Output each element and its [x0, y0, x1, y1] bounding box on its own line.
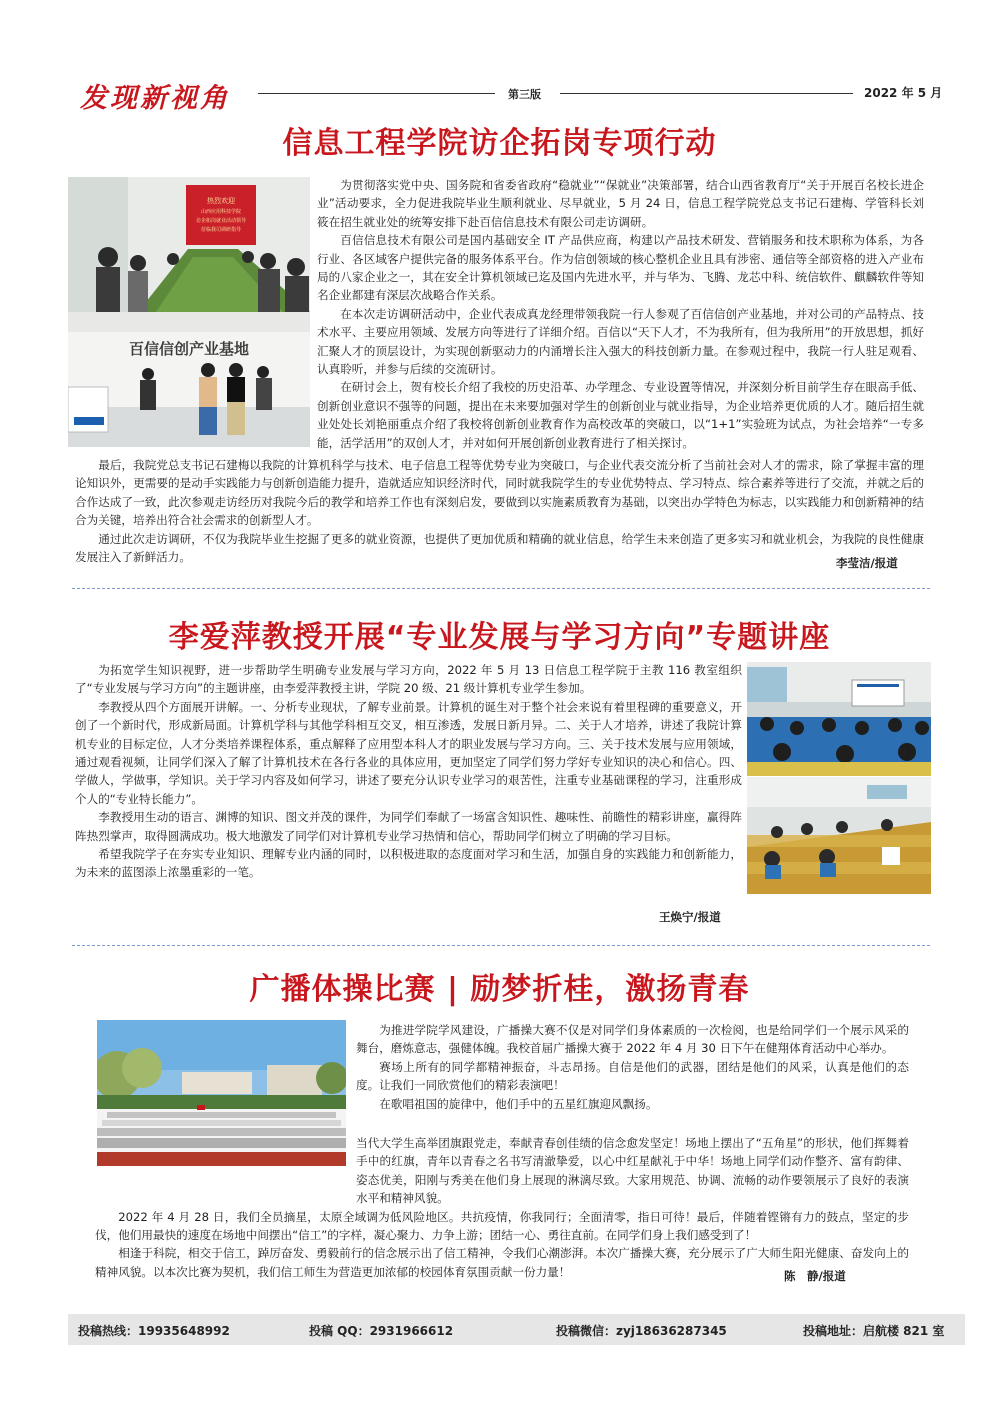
masthead-logo: 发现新视角	[80, 83, 230, 114]
article3-byline: 陈 静/报道	[784, 1269, 846, 1283]
banner-line-3: 访企拓岗就业活动领导	[195, 218, 247, 224]
article3-body-right	[356, 1021, 909, 1113]
article2-paragraph: 为拓宽学生知识视野，进一步帮助学生明确专业发展与学习方向，2022 年 5 月 13 日信息工程学院于主教 116 教室组织了“专业发展与学习方向”的主题讲座，由李爱萍教授主讲，学院 20 级、21 级计算机专业学生参加。	[75, 663, 742, 696]
article1-body-right	[317, 176, 924, 452]
classroom-image	[747, 662, 931, 776]
article1-body-full	[75, 456, 924, 566]
banner-line-4: 莅临我司调研指导	[200, 227, 242, 233]
article2-paragraph: 希望我院学子在夯实专业知识、理解专业内涵的同时，以积极进取的态度面对学习和生活，加强自身的实践能力和创新能力，为未来的蓝图添上浓墨重彩的一笔。	[75, 847, 742, 880]
footer-qq: 投稿 QQ：2931966612	[309, 1324, 454, 1338]
article3-paragraph: 在歌唱祖国的旋律中，他们手中的五星红旗迎风飘扬。	[379, 1096, 658, 1111]
article1-meeting-photo	[68, 177, 310, 312]
footer-address: 投稿地址：启航楼 821 室	[803, 1324, 945, 1338]
article2-paragraph: 李教授用生动的语言、渊博的知识、图文并茂的课件，为同学们奉献了一场富含知识性、趣味性、前瞻性的精彩讲座，赢得阵阵热烈掌声，取得圆满成功。极大地激发了同学们对计算机专业学习热情和信心，帮助同学们树立了明确的学习目标。	[75, 810, 742, 843]
article2-byline: 王焕宁/报道	[659, 910, 721, 924]
article3-paragraph: 为推进学院学风建设，广播操大赛不仅是对同学们身体素质的一次检阅，也是给同学们一个展示风采的舞台，磨炼意志，强健体魄。我校首届广播操大赛于 2022 年 4 月 30 日下午在健翔体育活动中心举办。	[356, 1023, 909, 1056]
article1-paragraph: 为贯彻落实党中央、国务院和省委省政府“稳就业”“保就业”决策部署，结合山西省教育厅“关于开展百名校长进企业”活动要求，全力促进我院毕业生顺利就业、尽早就业，5 月 24 日，信息工程学院党总支书记石建梅、学管科长刘筱在招生就业处的统筹安排下赴百信信息技术有限公司走访调研。	[317, 178, 924, 229]
footer-hotline: 投稿热线：19935648992	[78, 1324, 230, 1338]
article1-paragraph: 最后，我院党总支书记石建梅以我院的计算机科学与技术、电子信息工程等优势专业为突破口，与企业代表交流分析了当前社会对人才的需求，除了掌握丰富的理论知识外，更需要的是动手实践能力与创新创造能力提升，造就适应知识经济时代，同时就我院学生的专业优势特点、学习特点、综合素养等进行了交流，并就之后的合作达成了一致，此次参观走访经历对我院今后的教学和培养工作也有深刻启发，要做到以实施素质教育为基础，以突出办学特色为标志，以实践能力和创新精神的结合为关键，培养出符合社会需求的创新型人才。	[75, 458, 924, 528]
article1-paragraph: 在研讨会上，贺有校长介绍了我校的历史沿革、办学理念、专业设置等情况，并深刻分析目前学生存在眼高手低、创新创业意识不强等的问题，提出在未来要加强对学生的创新创业与就业指导，为企业培养更优质的人才。随后招生就业处处长刘艳丽重点介绍了我校将创新创业教育作为高校改革的突破口，以“1+1”实验班为试点，为社会培养“一专多能，活学活用”的双创人才，并对如何开展创新创业教育进行了相关探讨。	[317, 380, 924, 450]
article3-title: 广播体操比赛 | 励梦折桂，激扬青春	[249, 972, 750, 1007]
header-rule-left	[258, 93, 495, 94]
section-divider-1	[72, 588, 930, 589]
article2-body	[75, 661, 742, 882]
article1-byline: 李莹洁/报道	[836, 556, 898, 570]
lecture-hall-image	[747, 777, 931, 894]
article2-title: 李爱萍教授开展“专业发展与学习方向”专题讲座	[168, 620, 831, 655]
industrial-base-image	[68, 312, 310, 447]
article1-paragraph: 在本次走访调研活动中，企业代表成真龙经理带领我院一行人参观了百信信创产业基地，并对公司的产品特点、技术水平、主要应用领域、发展方向等进行了详细介绍。百信以“天下人才，不为我所有，但为我所用”的开放思想，抓好汇聚人才的顶层设计，为实现创新驱动力的内涌增长注入强大的科技创新力量。在参观过程中，我院一行人驻足观看、认真聆听，并参与后续的交流研讨。	[317, 306, 924, 377]
banner-line-2: 山西应用科技学院	[200, 209, 242, 215]
article3-paragraph: 相逢于科院，相交于信工，踔厉奋发、勇毅前行的信念展示出了信工精神，令我们心潮澎湃。本次广播操大赛，充分展示了广大师生阳光健康、奋发向上的精神风貌。以本次比赛为契机，我们信工师生为营造更加浓郁的校园体育氛围贡献一份力量！	[95, 1246, 909, 1279]
article1-paragraph: 通过此次走访调研，不仅为我院毕业生挖掘了更多的就业资源，也提供了更加优质和精确的就业信息，给学生未来创造了更多实习和就业机会，为我院的良性健康发展注入了新鲜活力。	[75, 531, 924, 565]
article3-paragraph: 赛场上所有的同学都精神振奋，斗志昂扬。自信是他们的武器，团结是他们的风采，认真是他们的态度。让我们一同欣赏他们的精彩表演吧！	[356, 1059, 909, 1093]
article1-title: 信息工程学院访企拓岗专项行动	[282, 126, 717, 161]
article2-lecture-photo-2	[747, 777, 931, 894]
meeting-room-image	[68, 177, 310, 312]
article1-visit-photo	[68, 312, 310, 447]
banner-line-1: 热烈欢迎	[207, 197, 235, 205]
section-divider-2	[72, 945, 930, 946]
article3-paragraph: 当代大学生高举团旗跟党走，奉献青春创佳绩的信念愈发坚定！场地上摆出了“五角星”的形状，他们挥舞着手中的红旗，青年以青春之名书写清澈挚爱，以心中红星献礼于中华！场地上同学们动作整齐、富有韵律、姿态优美，阳刚与秀美在他们身上展现的淋漓尽致。大家用规范、协调、流畅的动作要领展示了良好的表演水平和精神风貌。	[356, 1136, 909, 1206]
article2-paragraph: 李教授从四个方面展开讲解。一、分析专业现状，了解专业前景。计算机的诞生对于整个社会来说有着里程碑的重要意义，开创了一个新时代，形成新局面。计算机学科与其他学科相互交叉，相互渗透，发展日新月异。二、关于人才培养，讲述了我院计算机专业的目标定位，人才分类培养课程体系，重点解释了应用型本科人才的职业发展与学习方向。三、关于技术发展与应用领域，通过观看视频，让同学们深入了解了计算机技术在各行各业的具体应用，更加坚定了同学们努力学好专业知识的决心和信心。四、学做人，学做事，学知识。关于学习内容及如何学习，讲述了要充分认识专业学习的艰苦性，注重专业基础课程的学习，注重形成个人的“专业特长能力”。	[75, 699, 742, 806]
header-rule-right	[560, 93, 853, 94]
article3-paragraph: 2022 年 4 月 28 日，我们全员摘星，太原全域调为低风险地区。共抗疫情，你我同行；全面清零，指日可待！最后，伴随着铿锵有力的鼓点，坚定的步伐，他们用最快的速度在场地中间摆出“信工”的字样，凝心聚力、力争上游；团结一心、勇往直前。在同学们身上我们感受到了！	[95, 1209, 909, 1243]
issue-date: 2022 年 5 月	[864, 86, 943, 100]
article3-body-full	[95, 1134, 909, 1281]
article2-lecture-photo-1	[747, 662, 931, 776]
footer-wechat: 投稿微信：zyj18636287345	[556, 1324, 727, 1338]
article1-paragraph: 百信信息技术有限公司是国内基础安全 IT 产品供应商，构建以产品技术研发、营销服务和技术职称为体系，为各行业、各区域客户提供完备的服务体系平台。作为信创领域的核心整机企业且具有涉密、通信等全部资格的进入产业布局的八家企业之一，其在安全计算机领域已迄及国内先进水平，并与华为、飞腾、龙芯中科、统信软件、麒麟软件等知名企业都建有深层次战略合作关系。	[317, 233, 924, 303]
industrial-base-sign: 百信信创产业基地	[128, 340, 250, 358]
edition-label: 第三版	[508, 88, 541, 101]
